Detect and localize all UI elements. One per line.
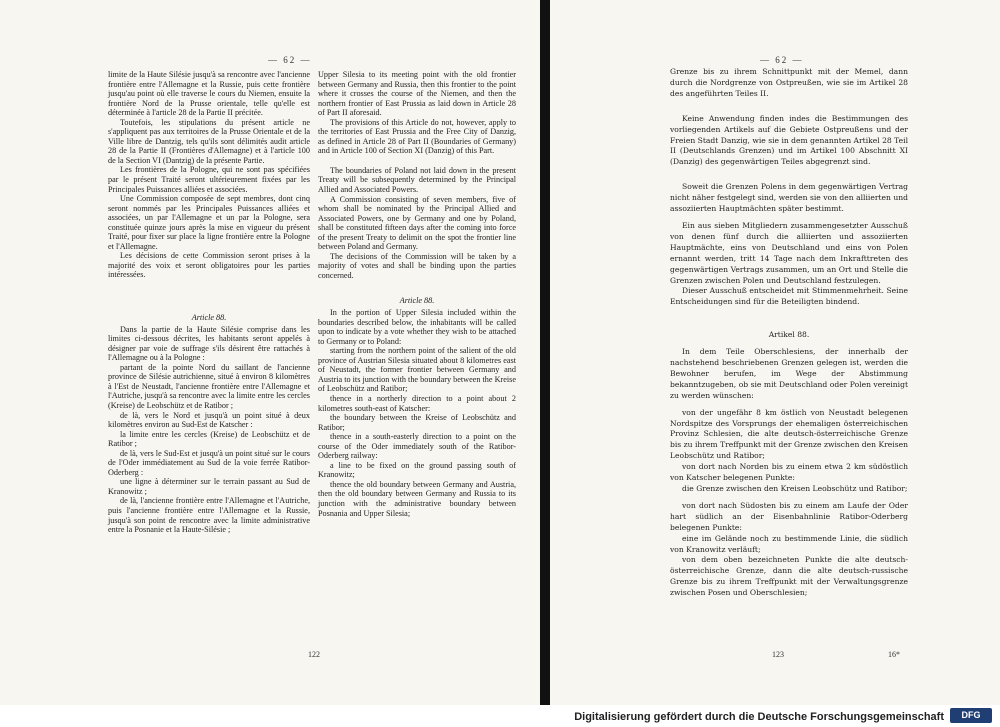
dfg-logo: DFG xyxy=(950,708,992,723)
french-paragraph: Les frontières de la Pologne, qui ne sont pas spécifiées par le présent Traité seront ultérieurement fixées par les Principales Puissances alliées et associées. xyxy=(108,165,310,194)
german-paragraph: Soweit die Grenzen Polens in dem gegenwärtigen Vertrag nicht näher festgelegt sind, werden sie von den alliierten und assoziierten Hauptmächten später bestimmt. xyxy=(670,182,908,214)
french-paragraph: une ligne à déterminer sur le terrain passant au Sud de Kranowitz ; xyxy=(108,477,310,496)
french-article-heading: Article 88. xyxy=(191,313,227,323)
french-paragraph: limite de la Haute Silésie jusqu'à sa rencontre avec l'ancienne frontière entre l'Allemagne et la Russie, puis cette frontière jusqu'au point où elle traverse le cours du Niemen, ensuite la frontière Nord de la Prusse orientale, telle qu'elle est déterminée à l'article 28 de la Partie II précitée. xyxy=(108,70,310,118)
german-paragraph: von der ungefähr 8 km östlich von Neustadt belegenen Nordspitze des Vorsprungs der ehemaligen österreichischen Provinz Schlesien, die alte deutsch-österreichische Grenze bis zu ihrem Treffpunkt mit der Grenze zwischen den Kreisen Leobschütz und Ratibor; xyxy=(670,407,908,461)
english-paragraph: The decisions of the Commission will be taken by a majority of votes and shall be binding upon the parties concerned. xyxy=(318,251,516,280)
french-paragraph: Dans la partie de la Haute Silésie comprise dans les limites ci-dessous décrites, les habitants seront appelés à désigner par voie de suffrage s'ils désirent être rattachés à l'Allemagne ou à la Pologne : xyxy=(108,324,310,363)
english-paragraph: thence in a northerly direction to a point about 2 kilometres south-east of Katscher: xyxy=(318,393,516,413)
german-paragraph: die Grenze zwischen den Kreisen Leobschütz und Ratibor; xyxy=(682,484,908,493)
french-paragraph: partant de la pointe Nord du saillant de l'ancienne province de Silésie autrichienne, situé à environ 8 kilomètres à l'Est de Neustadt, l'ancienne frontière entre l'Allemagne et l'Autriche, jusqu'à sa rencontre avec la limite entre les cercles (Kreise) de Leobschütz et de Ratibor ; xyxy=(108,362,310,410)
english-paragraph: starting from the northern point of the salient of the old province of Austrian Silesia situated about 8 kilometres east of Neustadt, the former frontier between Germany and Austria to its junction with the boundary between the Kreise of Leobschütz and Ratibor; xyxy=(318,346,516,394)
french-paragraph: Les décisions de cette Commission seront prises à la majorité des voix et seront obligatoires pour les parties intéressées. xyxy=(108,251,310,280)
french-column xyxy=(108,70,310,535)
right-page-header-number: — 62 — xyxy=(760,55,804,65)
english-paragraph: In the portion of Upper Silesia included within the boundaries described below, the inhabitants will be called upon to indicate by a vote whether they wish to be attached to Germany or to Poland: xyxy=(318,308,516,346)
english-paragraph: The provisions of this Article do not, however, apply to the territories of East Prussia and the Free City of Danzig, as defined in Article 28 of Part II (Boundaries of Germany) and in Article 100 of Section XI (Danzig) of this Part. xyxy=(318,117,516,156)
left-page-footer-number: 122 xyxy=(308,650,320,659)
english-paragraph: thence the old boundary between Germany and Austria, then the old boundary between Germany and Russia to its junction with the administrative boundary between Posnania and Upper Silesia; xyxy=(318,479,516,518)
digitization-banner xyxy=(0,705,1000,727)
english-paragraph: Upper Silesia to its meeting point with the old frontier between Germany and Russia, then this frontier to the point where it crosses the course of the Niemen, and then the northern frontier of East Prussia as laid down in Article 28 of Part II aforesaid. xyxy=(318,70,516,118)
french-paragraph: la limite entre les cercles (Kreise) de Leobschütz et de Ratibor ; xyxy=(108,429,310,449)
german-column xyxy=(670,67,908,599)
english-paragraph: A Commission consisting of seven members, five of whom shall be nominated by the Principal Allied and Associated Powers, one by Germany and one by Poland, shall be constituted fifteen days after the coming into force of the present Treaty to delimit on the spot the frontier line between Poland and Germany. xyxy=(318,194,516,252)
german-paragraph: von dem oben bezeichneten Punkte die alte deutsch-österreichische Grenze, dann die alte deutsch-russische Grenze bis zu ihrem Treffpunkt mit der Verwaltungsgrenze zwischen Posen und Oberschlesien; xyxy=(670,555,908,598)
german-paragraph: Ein aus sieben Mitgliedern zusammengesetzter Ausschuß von denen fünf durch die alliierten und assoziierten Hauptmächte, eins von Deutschland und eins von Polen ernannt werden, tritt 14 Tage nach dem Inkrafttreten des gegenwärtigen Vertrags zusammen, um an Ort und Stelle die Grenzen zwischen Polen und Deutschland festzulegen. xyxy=(670,220,908,285)
german-paragraph: eine im Gelände noch zu bestimmende Linie, die südlich von Kranowitz verläuft; xyxy=(670,533,908,554)
french-paragraph: de là, vers le Nord et jusqu'à un point situé à deux kilomètres environ au Sud-Est de Katscher : xyxy=(108,410,310,430)
german-paragraph: In dem Teile Oberschlesiens, der innerhalb der nachstehend beschriebenen Grenzen gelegen ist, werden die Bewohner berufen, im Wege der Abstimmung bekanntzugeben, ob sie mit Deutschland oder Polen vereinigt zu werden wünschen: xyxy=(670,347,908,400)
german-paragraph: Grenze bis zu ihrem Schnittpunkt mit der Memel, dann durch die Nordgrenze von Ostpreußen, wie sie im Artikel 28 des angeführten Teiles II. xyxy=(670,67,908,98)
french-paragraph: de là, vers le Sud-Est et jusqu'à un point situé sur le cours de l'Oder immédiatement au Sud de la voie ferrée Ratibor-Oderberg : xyxy=(108,448,310,477)
english-paragraph: the boundary between the Kreise of Leobschütz and Ratibor; xyxy=(318,413,516,432)
left-page-header-number: — 62 — xyxy=(268,55,312,65)
right-book-page xyxy=(550,0,1000,705)
german-paragraph: Dieser Ausschuß entscheidet mit Stimmenmehrheit. Seine Entscheidungen sind für die Beteiligten bindend. xyxy=(670,286,908,307)
german-paragraph: von dort nach Südosten bis zu einem am Laufe der Oder hart südlich an der Eisenbahnlinie Ratibor-Oderberg belegenen Punkte: xyxy=(670,500,908,532)
english-article-heading: Article 88. xyxy=(399,296,435,306)
english-paragraph: thence in a south-easterly direction to a point on the course of the Oder immediately south of the Ratibor-Oderberg railway: xyxy=(318,432,516,461)
french-paragraph: Une Commission composée de sept membres, dont cinq seront nommés par les Principales Puissances alliées et associées, un par l'Allemagne et un par la Pologne, sera constituée quinze jours après la mise en vigueur du présent Traité, pour fixer sur place la ligne frontière entre la Pologne et l'Allemagne. xyxy=(108,194,310,251)
english-paragraph: The boundaries of Poland not laid down in the present Treaty will be subsequently determined by the Principal Allied and Associated Powers. xyxy=(318,165,516,195)
german-article-heading: Artikel 88. xyxy=(768,330,810,340)
book-gutter xyxy=(540,0,550,705)
digitization-credit-text: Digitalisierung gefördert durch die Deutsche Forschungsgemeinschaft xyxy=(574,711,944,723)
right-page-footer-number: 123 xyxy=(772,650,784,659)
german-paragraph: Keine Anwendung finden indes die Bestimmungen des vorliegenden Artikels auf die Gebiete Ostpreußens und der Freien Stadt Danzig, wie sie in dem genannten Artikel 28 Teil II (Deutschlands Grenzen) und im Artikel 100 Abschnitt XI (Danzig) des gegenwärtigen Teiles abgegrenzt sind. xyxy=(670,113,908,167)
english-paragraph: a line to be fixed on the ground passing south of Kranowitz; xyxy=(318,460,516,480)
english-column xyxy=(318,70,516,518)
right-page-signature-mark: 16* xyxy=(888,650,900,659)
french-paragraph: de là, l'ancienne frontière entre l'Allemagne et l'Autriche, puis l'ancienne frontière entre l'Allemagne et la Russie, jusqu'à son point de rencontre avec la limite administrative entre la Posnanie et la Haute-Silésie ; xyxy=(108,496,310,535)
french-paragraph: Toutefois, les stipulations du présent article ne s'appliquent pas aux territoires de la Prusse Orientale et de la Ville libre de Dantzig, tels qu'ils sont délimités audit article 28 de la Partie II (Frontières d'Allemagne) et à l'article 100 de la Section VI (Dantzig) de la présente Partie. xyxy=(108,117,310,165)
german-paragraph: von dort nach Norden bis zu einem etwa 2 km südöstlich von Katscher belegenen Punkte: xyxy=(670,462,908,483)
